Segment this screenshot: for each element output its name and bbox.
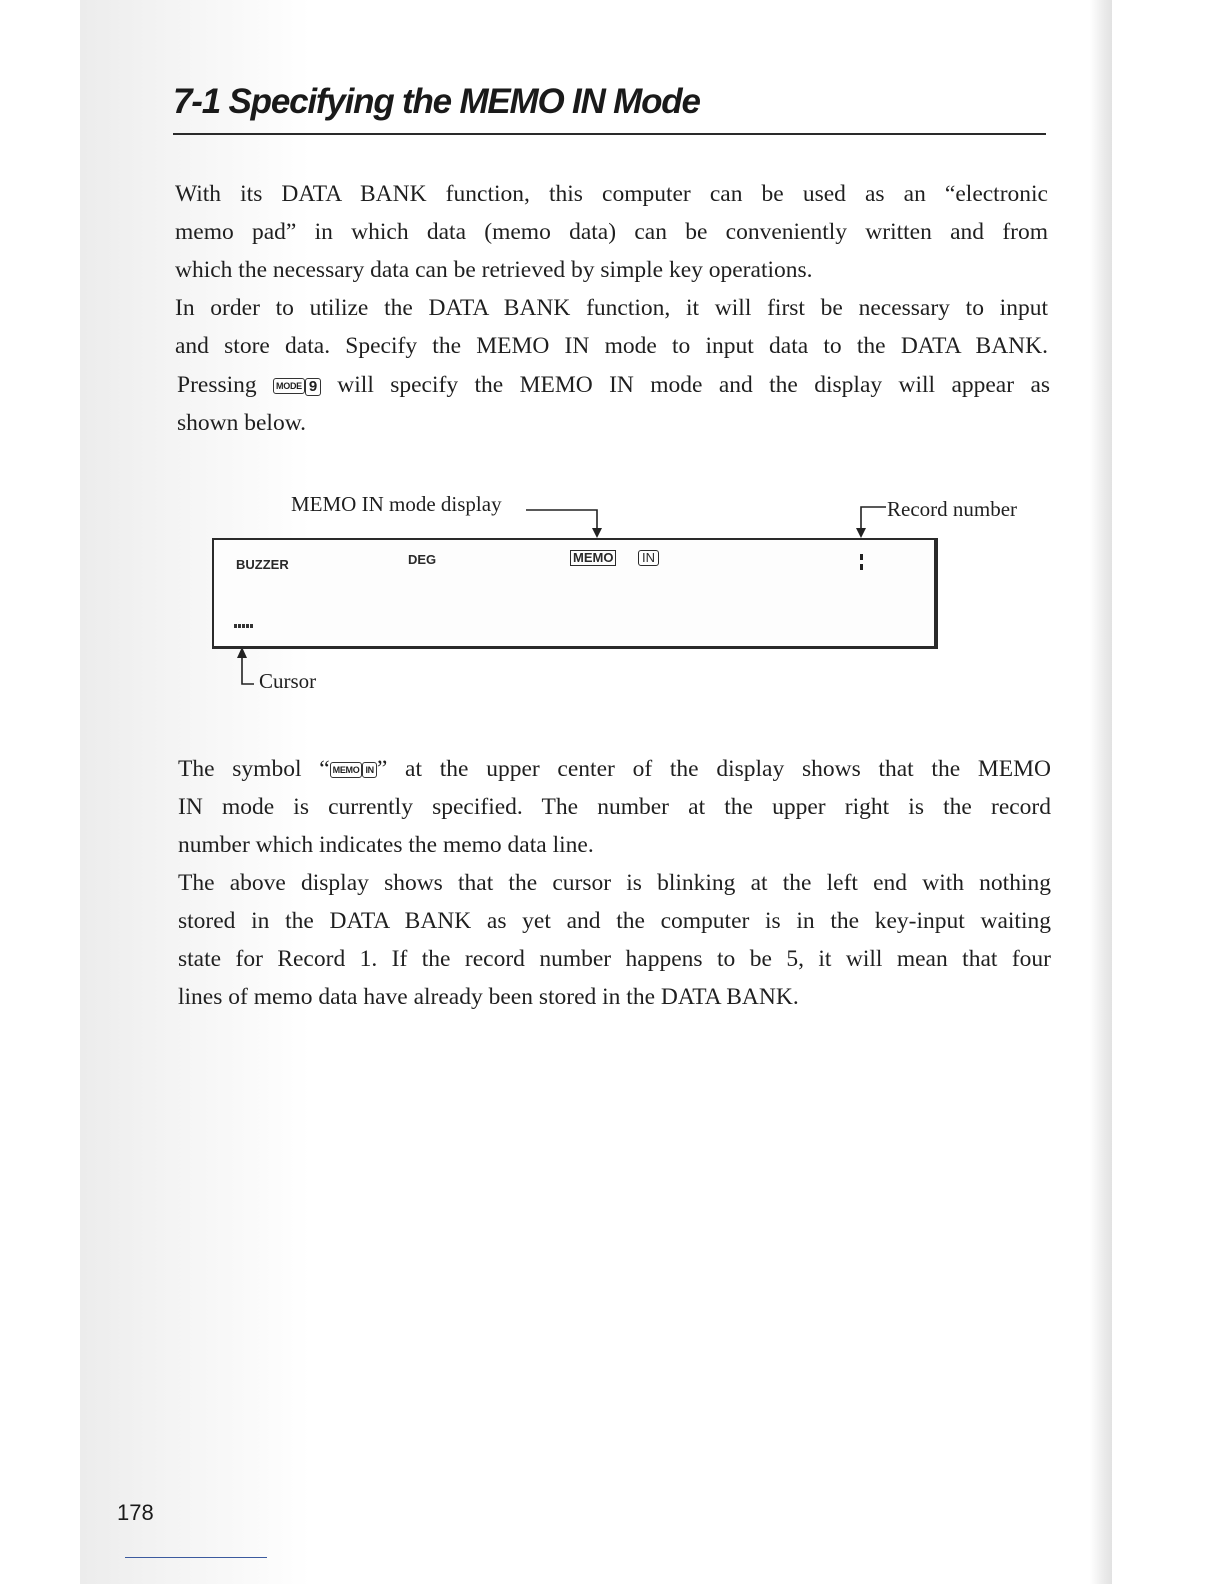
symbol-suffix: ” at the upper center of the display shows that the MEMO — [376, 756, 1052, 782]
memo-in-arrowhead — [592, 528, 602, 538]
memo-in-symbol — [330, 756, 377, 782]
symbol-prefix: The symbol “ — [178, 756, 330, 782]
mode-9-key-combo — [273, 372, 321, 398]
pressing-rest: will specify the MEMO IN mode and the display will appear as — [337, 372, 1051, 398]
text-line: state for Record 1. If the record number happens to be 5, it will mean that four — [178, 946, 1051, 972]
text-line: number which indicates the memo data line. — [178, 832, 594, 858]
memo-in-callout-line — [526, 510, 597, 530]
memo-in-mode-display-label: MEMO IN mode display — [291, 492, 502, 516]
title-underline — [173, 133, 1046, 135]
text-line: With its DATA BANK function, this computer can be used as an “electronic — [175, 181, 1048, 207]
symbol-paragraph — [178, 750, 1051, 864]
text-line: IN mode is currently specified. The number at the upper right is the record — [178, 794, 1051, 820]
in-indicator: IN — [638, 550, 659, 566]
record-number-label: Record number — [887, 497, 1018, 521]
text-line: shown below. — [177, 410, 307, 436]
record-callout-line — [861, 507, 886, 530]
text-line — [178, 750, 1051, 788]
utilize-paragraph — [175, 289, 1048, 365]
record-arrowhead — [856, 528, 866, 538]
cursor-label: Cursor — [259, 669, 317, 693]
buzzer-indicator: BUZZER — [236, 557, 289, 572]
text-line: lines of memo data have already been stored in the DATA BANK. — [178, 984, 799, 1010]
pressing-paragraph — [177, 366, 1050, 442]
footer-rule — [125, 1557, 267, 1558]
mode-key-icon: MODE — [273, 378, 305, 394]
memo-key-icon: MEMO — [330, 762, 363, 778]
page-number: 178 — [117, 1500, 154, 1525]
pressing-word: Pressing — [177, 372, 257, 398]
text-line: and store data. Specify the MEMO IN mode to input data to the DATA BANK. — [175, 333, 1048, 359]
text-line: which the necessary data can be retrieved by simple key operations. — [175, 257, 813, 283]
text-line: The above display shows that the cursor is blinking at the left end with nothing — [178, 870, 1051, 896]
scan-page-edge — [1090, 0, 1112, 1584]
intro-paragraph — [175, 175, 1048, 289]
lcd-display — [212, 538, 938, 649]
record-number-digit — [860, 554, 863, 572]
page-title: 7-1 Specifying the MEMO IN Mode — [173, 82, 700, 121]
memo-indicator: MEMO — [570, 550, 616, 566]
text-line: memo pad” in which data (memo data) can be conveniently written and from — [175, 219, 1048, 245]
cursor-paragraph — [178, 864, 1051, 1016]
blinking-cursor — [234, 624, 253, 628]
text-line: In order to utilize the DATA BANK function, it will first be necessary to input — [175, 295, 1048, 321]
in-key-icon: IN — [362, 762, 376, 778]
text-line: stored in the DATA BANK as yet and the computer is in the key-input waiting — [178, 908, 1051, 934]
deg-indicator: DEG — [408, 552, 437, 567]
text-line — [177, 366, 1050, 404]
nine-key-icon: 9 — [305, 378, 321, 396]
